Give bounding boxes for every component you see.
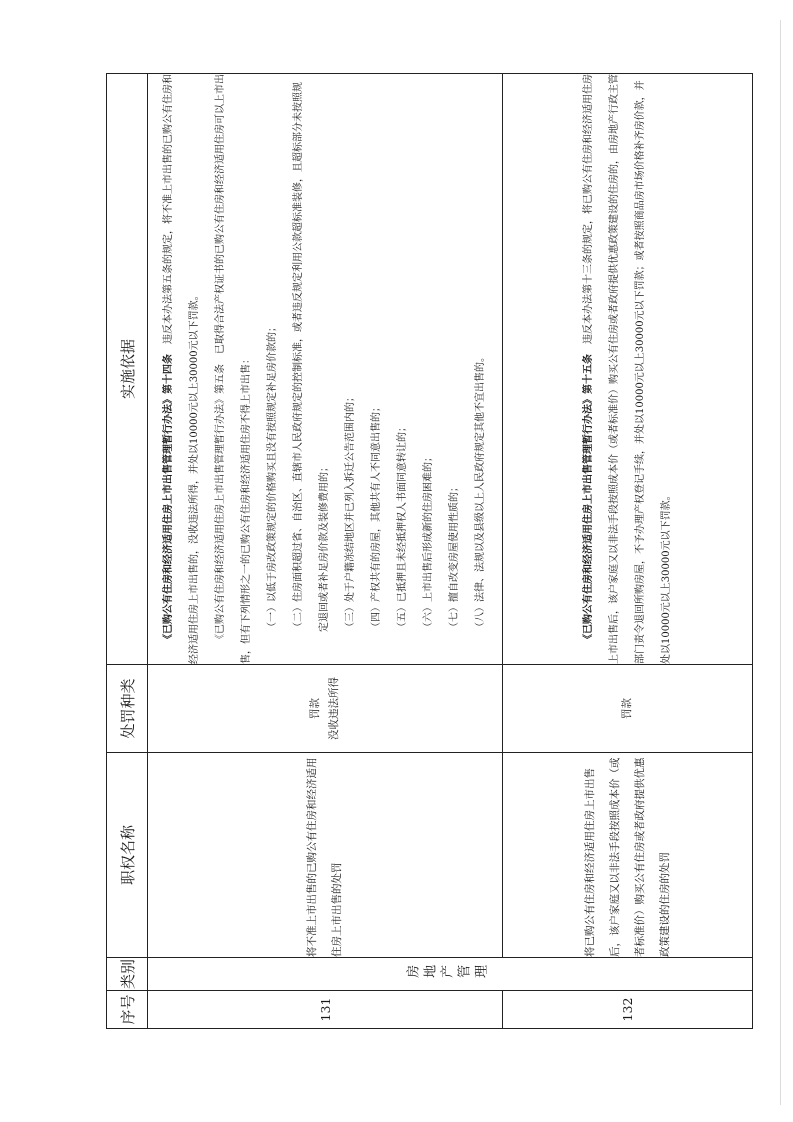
row-penalty-type [148,665,503,753]
basis-item: （二）住房面积超过省、自治区、直辖市人民政府规定的控制标准，或者违反规定利用公款超标准装修，且超标部分未按照规定退回或者补足房价款及装修费用的； [293,82,330,632]
basis-item: （八）法律、法规以及县级以上人民政府规定其他不宜出售的。 [475,352,486,632]
penalty-table [106,73,753,1029]
law-citation: 《已购公有住房和经济适用住房上市出售管理暂行办法》第十四条 [163,354,174,644]
header-seq: 序号 [107,991,148,1029]
penalty-type-text: 罚款 [621,698,633,719]
basis-text: 违反本办法第五条的规定，将不准上市出售的已购公有住房和经济适用住房上市出售的，没收违法所得，并处以10000元以上30000元以下罚款。 [163,74,200,664]
table-row [503,74,753,1029]
basis-paragraph [208,74,260,664]
header-row [107,74,148,1029]
row-seq: 132 [503,991,753,1029]
header-basis: 实施依据 [107,74,148,665]
basis-item: （七）擅自改变房屋使用性质的； [449,482,460,632]
row-seq: 131 [148,991,503,1029]
basis-item: （三）处于户籍冻结地区并已列入拆迁公告范围内的； [345,392,356,632]
basis-paragraph [156,74,208,664]
row-power-name: 将已购公有住房和经济适用住房上市出售后，该户家庭又以非法手段按照成本价（或者标准价）购买公有住房或者政府提供优惠政策建设的住房的处罚 [503,753,753,958]
basis-item: （四）产权共有的房屋，其他共有人不同意出售的； [371,402,382,632]
penalty-type-text: 罚款 没收违法所得 [309,677,340,740]
row-basis [148,74,503,665]
page-margin-line [780,20,781,1105]
basis-item: （五）已抵押且未经抵押权人书面同意转让的； [397,422,408,632]
header-power-name: 职权名称 [107,753,148,958]
table-row [148,74,503,1029]
basis-item: （一）以低于房改政策规定的价格购买且没有按照规定补足房价款的； [267,322,278,632]
row-basis [503,74,753,665]
basis-text: 《已购公有住房和经济适用住房上市出售管理暂行办法》第五条 已取得合法产权证书的已购公有住房和经济适用住房可以上市出售，但有下列情形之一的已购公有住房和经济适用住房不得上市出售： [215,74,252,664]
header-penalty-type: 处罚种类 [107,665,148,753]
basis-text: 违反本办法第十三条的规定，将已购公有住房和经济适用住房上市出售后，该户家庭又以非法手段按照成本价（或者标准价）购买公有住房或者政府提供优惠政策建设的住房的，由房地产行政主管部门责令退回所购房屋，不予办理产权登记手续，并处以10000元以上30000元以下罚款；或者按照商品房市场价格补齐房价款，并处以10000元以上30000元以下罚款。 [582,74,672,664]
header-category: 类别 [107,958,148,991]
category-label: 房地产管理 [405,965,491,981]
basis-item: （六）上市出售后形成新的住房困难的； [423,452,434,632]
row-penalty-type [503,665,753,753]
basis-paragraph [576,74,680,664]
law-citation: 《已购公有住房和经济适用住房上市出售管理暂行办法》第十五条 [582,354,594,644]
category-cell [148,958,753,991]
row-power-name: 将不准上市出售的已购公有住房和经济适用住房上市出售的处罚 [148,753,503,958]
